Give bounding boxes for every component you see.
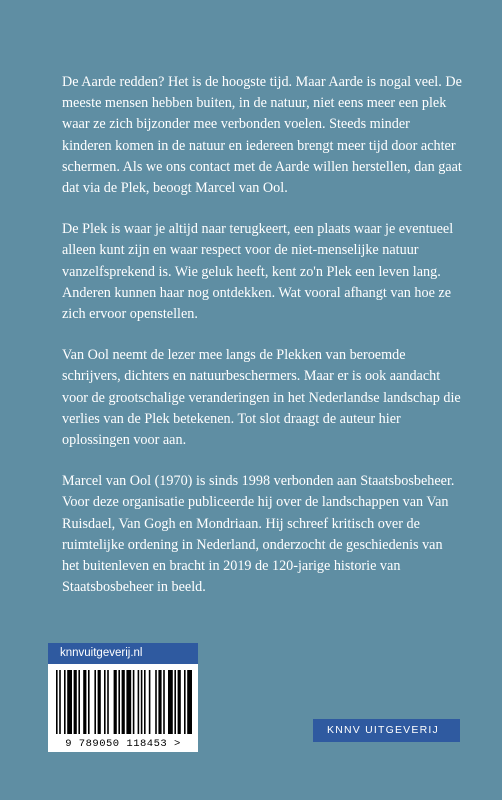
barcode-bar: [104, 670, 106, 734]
publisher-website: knnvuitgeverij.nl: [48, 643, 198, 664]
barcode-bar: [122, 670, 125, 734]
isbn-barcode: [48, 664, 198, 752]
barcode-bar: [155, 670, 157, 734]
barcode-bar: [74, 670, 77, 734]
blurb-paragraph-1: De Aarde redden? Het is de hoogste tijd. Maar Aarde is nogal veel. De meeste mensen hebben buiten, in de natuur, niet eens meer een plek waar ze zich bijzonder mee verbonden voelen. Steeds minder kinderen komen in de natuur en iedereen brengt meer tijd door achter schermen. Als we ons contact met de Aarde willen herstellen, dan gaat dat via de Plek, beoogt Marcel van Ool.: [62, 74, 462, 197]
barcode-bar: [141, 670, 143, 734]
barcode-bar: [64, 670, 66, 734]
barcode-bar: [149, 670, 151, 734]
barcode-bar: [56, 670, 58, 734]
back-cover-blurb: [62, 72, 462, 618]
barcode-bar: [144, 670, 146, 734]
barcode-bar: [94, 670, 96, 734]
barcode-bar: [187, 670, 192, 734]
barcode-bar: [118, 670, 120, 734]
barcode-bar: [178, 670, 181, 734]
barcode-bar: [88, 670, 90, 734]
barcode-bar: [59, 670, 61, 734]
barcode-bar: [168, 670, 173, 734]
isbn-number: 9 789050 118453 >: [65, 738, 181, 750]
blurb-paragraph-3: Van Ool neemt de lezer mee langs de Plekken van beroemde schrijvers, dichters en natuurbeschermers. Maar er is ook aandacht voor de grootschalige veranderingen in het Nederlandse landschap die verlies van de Plek betekenen. Tot slot draagt de auteur hier oplossingen voor aan.: [62, 347, 461, 449]
barcode-bar: [133, 670, 135, 734]
barcode-bar: [174, 670, 176, 734]
publisher-logo-bar: KNNV UITGEVERIJ: [313, 719, 460, 742]
barcode-bar: [158, 670, 161, 734]
barcode-bar: [184, 670, 186, 734]
barcode-bar: [78, 670, 80, 734]
barcode-bar: [83, 670, 86, 734]
barcode-bars: [48, 664, 198, 736]
barcode-bar: [138, 670, 140, 734]
barcode-bar: [114, 670, 117, 734]
barcode-bar: [163, 670, 165, 734]
barcode-bar: [126, 670, 131, 734]
barcode-bar: [98, 670, 101, 734]
blurb-paragraph-2: De Plek is waar je altijd naar terugkeert, een plaats waar je eventueel alleen kunt zijn en waar respect voor de niet-menselijke natuur vanzelfsprekend is. Wie geluk heeft, kent zo'n Plek een leven lang. Anderen kunnen haar nog ontdekken. Wat vooral afhangt van hoe ze zich ervoor openstellen.: [62, 221, 454, 323]
author-bio-paragraph: Marcel van Ool (1970) is sinds 1998 verbonden aan Staatsbosbeheer. Voor deze organisatie publiceerde hij over de landschappen van Van Ruisdael, Van Gogh en Mondriaan. Hij schreef kritisch over de ruimtelijke ordening in Nederland, onderzocht de geschiedenis van het buitenleven en bracht in 2019 de 120-jarige historie van Staatsbosbeheer in beeld.: [62, 473, 455, 596]
barcode-bar: [107, 670, 109, 734]
barcode-bar: [67, 670, 72, 734]
